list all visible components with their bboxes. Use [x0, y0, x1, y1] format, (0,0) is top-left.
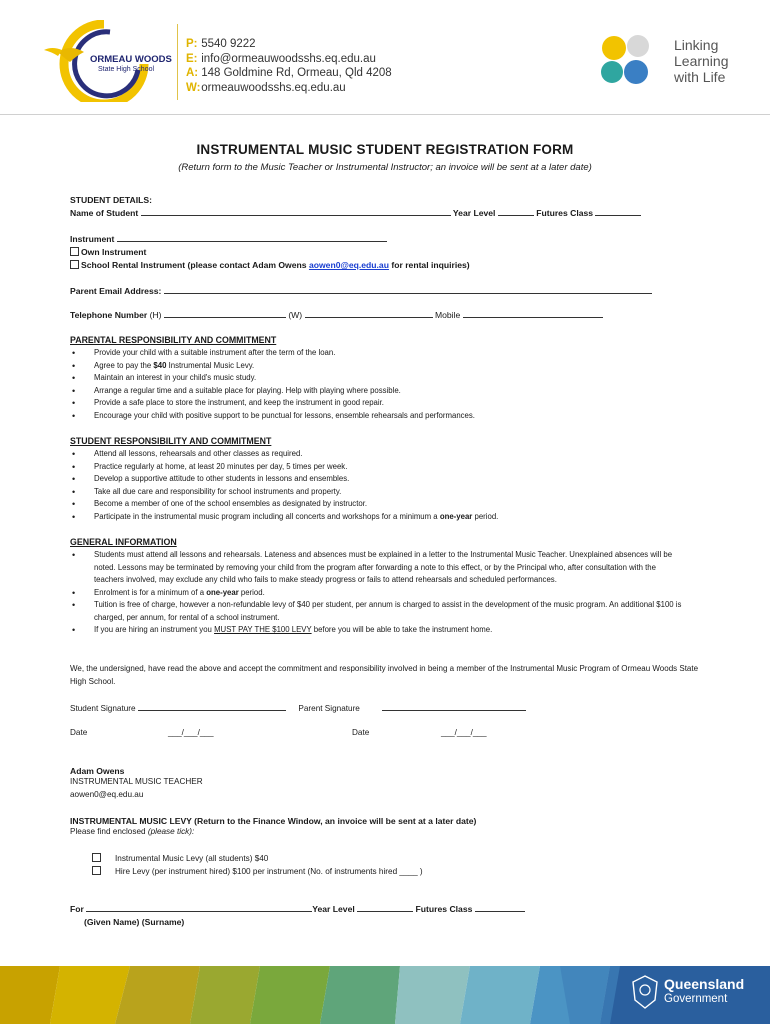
parent-email-field[interactable]: [164, 285, 652, 294]
form-title: INSTRUMENTAL MUSIC STUDENT REGISTRATION FORM: [196, 142, 574, 157]
rental-email-link[interactable]: aowen0@eq.edu.au: [308, 260, 389, 270]
levy-heading: INSTRUMENTAL MUSIC LEVY (Return to the Finance Window, an invoice will be sent at a later date): [70, 816, 477, 826]
phone-work-field[interactable]: [305, 309, 433, 318]
list-item: • Arrange a regular time and a suitable place for playing. Help with playing where possible.: [70, 385, 690, 398]
list-item: • Enrolment is for a minimum of a one-year period.: [70, 587, 682, 600]
teacher-email[interactable]: aowen0@eq.edu.au: [70, 790, 144, 799]
student-list: [70, 448, 690, 523]
qld-brand-sub: Government: [664, 993, 728, 1005]
school-logo: [40, 20, 172, 102]
list-item: • Become a member of one of the school ensembles as designated by instructor.: [70, 498, 690, 511]
student-heading: STUDENT RESPONSIBILITY AND COMMITMENT: [70, 436, 272, 446]
contact-website[interactable]: W: ormeauwoodsshs.eq.edu.au: [186, 81, 346, 94]
levy-option-instrumental[interactable]: Instrumental Music Levy (all students) $40: [92, 853, 268, 863]
name-row: Name of Student Year Level Futures Class: [70, 207, 641, 220]
given-surname-label: (Given Name) (Surname): [84, 917, 185, 927]
qld-crest-icon: [630, 974, 660, 1015]
levy-agree-text: Agree to pay the $40 Instrumental Music Levy.: [94, 360, 255, 370]
instrument-field[interactable]: [117, 233, 387, 242]
list-item: • Practice regularly at home, at least 20 minutes per day, 5 times per week.: [70, 461, 690, 474]
tagline: Linking Learning with Life: [674, 37, 729, 85]
name-field[interactable]: [141, 207, 451, 216]
list-item: [70, 360, 690, 373]
for-year-field[interactable]: [357, 903, 413, 912]
futures-field[interactable]: [595, 207, 641, 216]
school-name: ORMEAU WOODS: [90, 54, 172, 65]
footer-banner: [0, 966, 770, 1024]
list-item: • Take all due care and responsibility for school instruments and property.: [70, 486, 690, 499]
levy-enclosed: Please find enclosed (please tick):: [70, 827, 195, 836]
list-item: • Maintain an interest in your child's music study.: [70, 372, 690, 385]
date-label-1: Date: [70, 728, 88, 737]
levy-option-hire[interactable]: Hire Levy (per instrument hired) $100 per instrument (No. of instruments hired ____ ): [92, 866, 423, 876]
contact-email[interactable]: E: info@ormeauwoodsshs.eq.edu.au: [186, 52, 376, 65]
general-list: [70, 549, 682, 637]
school-subname: State High School: [98, 66, 155, 73]
student-signature-field[interactable]: [138, 702, 286, 711]
list-item: • If you are hiring an instrument you MUST PAY THE $100 LEVY before you will be able to take the instrument home.: [70, 624, 682, 637]
contact-address: A: 148 Goldmine Rd, Ormeau, Qld 4208: [186, 67, 392, 79]
student-details-heading: STUDENT DETAILS:: [70, 195, 152, 205]
contact-block: [186, 37, 392, 95]
date-field-2[interactable]: ___/___/___: [441, 728, 487, 737]
header-rule: [0, 114, 770, 115]
list-item: • Tuition is free of charge, however a non-refundable levy of $40 per student, per annum is charged to assist in the development of the music program. An additional $100 is charged, per annum, for rental of a school instrument.: [70, 599, 682, 624]
phone-home-field[interactable]: [164, 309, 286, 318]
signature-row: Student Signature Parent Signature: [70, 702, 526, 713]
general-heading: GENERAL INFORMATION: [70, 537, 177, 547]
parental-list: [70, 347, 690, 422]
teacher-name: Adam Owens: [70, 766, 125, 776]
for-row: For Year Level Futures Class: [70, 903, 525, 916]
own-instrument-checkbox[interactable]: [70, 247, 79, 256]
phone-mobile-field[interactable]: [463, 309, 603, 318]
hire-levy-checkbox[interactable]: [92, 866, 101, 875]
qld-brand: Queensland: [664, 976, 745, 992]
declaration-text: We, the undersigned, have read the above and accept the commitment and responsibility involved in being a member of the Instrumental Music Program of Ormeau Woods State High School.: [70, 664, 699, 686]
form-subtitle: (Return form to the Music Teacher or Instrumental Instructor; an invoice will be sent at a later date): [178, 162, 592, 173]
for-futures-field[interactable]: [475, 903, 525, 912]
own-instrument-option[interactable]: Own Instrument: [70, 246, 146, 259]
date-label-2: Date: [352, 728, 370, 737]
teacher-role: INSTRUMENTAL MUSIC TEACHER: [70, 777, 203, 786]
telephone-row: Telephone Number (H) (W) Mobile: [70, 309, 603, 322]
instrument-row: Instrument: [70, 233, 387, 246]
rental-instrument-checkbox[interactable]: [70, 260, 79, 269]
levy-checkbox[interactable]: [92, 853, 101, 862]
date-field-1[interactable]: ___/___/___: [168, 728, 214, 737]
for-name-field[interactable]: [86, 903, 312, 912]
linking-logo-icon: [600, 34, 664, 93]
parent-email-row: Parent Email Address:: [70, 285, 652, 298]
list-item: • Provide your child with a suitable instrument after the term of the loan.: [70, 347, 690, 360]
list-item: • Students must attend all lessons and rehearsals. Lateness and absences must be explained in a letter to the Instrumental Music Teacher. Unexplained absences will be noted. Lessons may be terminated by removing your child from the program after forwarding a note to this effect, or by the Principal who, after consultation with the teachers involved, may exclude any child who fails to make steady progress or fails to attend rehearsals and scheduled performances.: [70, 549, 682, 587]
contact-phone: P: 5540 9222: [186, 38, 256, 50]
parent-signature-field[interactable]: [382, 702, 526, 711]
header-divider: [177, 24, 178, 100]
list-item: • Participate in the instrumental music program including all concerts and workshops for a minimum a one-year period.: [70, 511, 690, 524]
list-item: • Develop a supportive attitude to other students in lessons and ensembles.: [70, 473, 690, 486]
list-item: • Attend all lessons, rehearsals and other classes as required.: [70, 448, 690, 461]
list-item: • Encourage your child with positive support to be punctual for lessons, ensemble rehearsals and performances.: [70, 410, 690, 423]
list-item: • Provide a safe place to store the instrument, and keep the instrument in good repair.: [70, 397, 690, 410]
parental-heading: PARENTAL RESPONSIBILITY AND COMMITMENT: [70, 335, 277, 345]
year-field[interactable]: [498, 207, 534, 216]
rental-instrument-option[interactable]: School Rental Instrument (please contact Adam Owens aowen0@eq.edu.au for rental inquiries): [70, 259, 470, 272]
